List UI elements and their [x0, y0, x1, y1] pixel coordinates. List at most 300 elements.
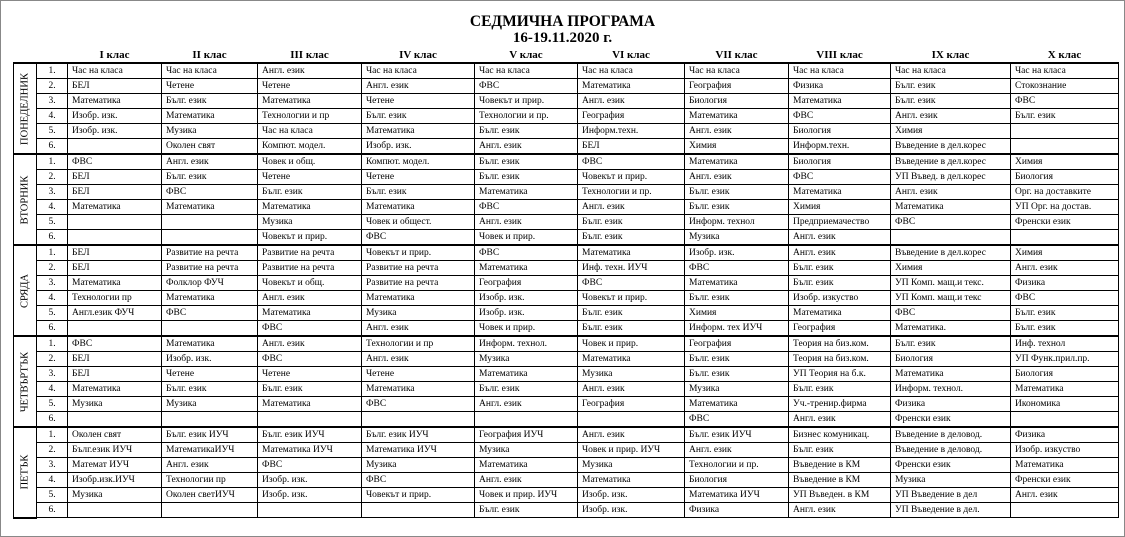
- subject-cell: Математика: [685, 154, 789, 170]
- subject-cell: Човекът и прир.: [475, 94, 578, 109]
- subject-cell: Бълг. език: [789, 261, 891, 276]
- period-number: 5.: [37, 488, 68, 503]
- subject-cell: Математика: [789, 306, 891, 321]
- subject-cell: Четене: [258, 170, 362, 185]
- subject-cell: Математика: [362, 291, 475, 306]
- subject-cell: УП Функ.прил.пр.: [1011, 352, 1119, 367]
- subject-cell: Теория на биз.ком.: [789, 336, 891, 352]
- subject-cell: Околен светИУЧ: [162, 488, 258, 503]
- subject-cell: Англ. език: [891, 109, 1011, 124]
- subject-cell: Компют. модел.: [258, 139, 362, 155]
- subject-cell: Бълг. език: [162, 94, 258, 109]
- subject-cell: Англ. език: [578, 427, 685, 443]
- subject-cell: Физика: [789, 79, 891, 94]
- subject-cell: Човек и прир.: [578, 336, 685, 352]
- table-row: [14, 200, 1119, 215]
- subject-cell: Биология: [685, 94, 789, 109]
- period-number: 6.: [37, 230, 68, 246]
- subject-cell: Музика: [362, 306, 475, 321]
- subject-cell: Математика: [162, 291, 258, 306]
- subject-cell: География: [789, 321, 891, 337]
- subject-cell: Англ. език: [362, 352, 475, 367]
- subject-cell: Математика: [578, 473, 685, 488]
- subject-cell: Бълг. език: [578, 306, 685, 321]
- subject-cell: Математика: [578, 352, 685, 367]
- period-number: 5.: [37, 215, 68, 230]
- subject-cell: Развитие на речта: [362, 276, 475, 291]
- class-header: X клас: [1047, 49, 1082, 61]
- subject-cell: Физика: [685, 503, 789, 518]
- subject-cell: Англ. език: [789, 412, 891, 428]
- subject-cell: Математика: [68, 200, 162, 215]
- table-row: [14, 124, 1119, 139]
- table-row: [14, 473, 1119, 488]
- class-header: I клас: [99, 49, 130, 61]
- table-row: [14, 139, 1119, 155]
- subject-cell: ФВС: [258, 352, 362, 367]
- period-number: 6.: [37, 321, 68, 337]
- subject-cell: Биология: [789, 124, 891, 139]
- subject-cell: УП Комп. мащ.и текс: [891, 291, 1011, 306]
- period-number: 4.: [37, 382, 68, 397]
- subject-cell: Въведение в деловод.: [891, 427, 1011, 443]
- subject-cell: Бълг. език ИУЧ: [162, 427, 258, 443]
- table-row: [14, 458, 1119, 473]
- subject-cell: Изобр. изк.: [68, 109, 162, 124]
- subject-cell: Математика: [578, 79, 685, 94]
- subject-cell: ФВС: [685, 412, 789, 428]
- subject-cell: Англ. език: [685, 124, 789, 139]
- subject-cell: Физика: [1011, 427, 1119, 443]
- subject-cell: Човек и прир. ИУЧ: [578, 443, 685, 458]
- subject-cell: Изобр. изк.: [685, 245, 789, 261]
- subject-cell: [162, 503, 258, 518]
- subject-cell: Въведение в КМ: [789, 458, 891, 473]
- period-number: 2.: [37, 170, 68, 185]
- subject-cell: Развитие на речта: [258, 261, 362, 276]
- subject-cell: Музика: [891, 473, 1011, 488]
- subject-cell: ФВС: [475, 200, 578, 215]
- subject-cell: Бълг. език: [475, 170, 578, 185]
- class-header-row: [14, 49, 1119, 63]
- subject-cell: География: [685, 336, 789, 352]
- subject-cell: Химия: [789, 200, 891, 215]
- subject-cell: Въведение в дел.корес: [891, 245, 1011, 261]
- class-header: II клас: [192, 49, 227, 61]
- day-label: ПЕТЪК: [19, 454, 31, 490]
- subject-cell: Музика: [475, 443, 578, 458]
- period-number: 1.: [37, 154, 68, 170]
- subject-cell: Англ. език: [578, 382, 685, 397]
- subject-cell: Математика: [891, 200, 1011, 215]
- subject-cell: Технологии пр: [68, 291, 162, 306]
- table-row: [14, 109, 1119, 124]
- subject-cell: [68, 230, 162, 246]
- subject-cell: Бълг. език: [475, 382, 578, 397]
- subject-cell: Англ. език: [789, 245, 891, 261]
- subject-cell: Математика: [68, 276, 162, 291]
- subject-cell: Англ. език: [258, 336, 362, 352]
- subject-cell: [162, 230, 258, 246]
- subject-cell: Англ. език: [258, 63, 362, 79]
- subject-cell: Математика: [162, 200, 258, 215]
- subject-cell: Теория на биз.ком.: [789, 352, 891, 367]
- subject-cell: УП Въведение в дел.: [891, 503, 1011, 518]
- subject-cell: ФВС: [475, 79, 578, 94]
- subject-cell: Час на класа: [891, 63, 1011, 79]
- subject-cell: Англ. език: [475, 397, 578, 412]
- day-label-cell: [14, 63, 37, 154]
- class-header: VI клас: [612, 49, 650, 61]
- subject-cell: Час на класа: [685, 63, 789, 79]
- subject-cell: Англ. език: [789, 230, 891, 246]
- subject-cell: Изобр. изк.: [362, 139, 475, 155]
- subject-cell: Човекът и прир.: [258, 230, 362, 246]
- subject-cell: Изобр. изк.: [475, 291, 578, 306]
- subject-cell: Човекът и прир.: [578, 291, 685, 306]
- period-number: 3.: [37, 185, 68, 200]
- day-label: ВТОРНИК: [19, 175, 31, 224]
- subject-cell: Бълг. език: [789, 382, 891, 397]
- subject-cell: Англ. език: [162, 458, 258, 473]
- subject-cell: Час на класа: [362, 63, 475, 79]
- subject-cell: Бълг. език: [362, 185, 475, 200]
- subject-cell: БЕЛ: [68, 261, 162, 276]
- table-row: [14, 336, 1119, 352]
- header-blank: [37, 49, 68, 63]
- subject-cell: [68, 503, 162, 518]
- subject-cell: Изобр.изк.ИУЧ: [68, 473, 162, 488]
- period-number: 5.: [37, 306, 68, 321]
- subject-cell: Математика: [258, 200, 362, 215]
- subject-cell: Математика: [685, 109, 789, 124]
- subject-cell: Бълг. език ИУЧ: [258, 427, 362, 443]
- subject-cell: Физика: [891, 397, 1011, 412]
- subject-cell: Бълг. език: [162, 382, 258, 397]
- subject-cell: Четене: [362, 94, 475, 109]
- subject-cell: Изобр. изк.: [475, 306, 578, 321]
- subject-cell: Бълг. език: [685, 367, 789, 382]
- subject-cell: Математика: [475, 185, 578, 200]
- period-number: 6.: [37, 139, 68, 155]
- subject-cell: УП Въвед. в дел.корес: [891, 170, 1011, 185]
- subject-cell: Бълг. език: [685, 352, 789, 367]
- subject-cell: Математика: [891, 367, 1011, 382]
- subject-cell: Час на класа: [258, 124, 362, 139]
- table-row: [14, 382, 1119, 397]
- table-row: [14, 276, 1119, 291]
- subject-cell: Англ. език: [258, 291, 362, 306]
- subject-cell: Френски език: [891, 458, 1011, 473]
- subject-cell: Математика: [789, 94, 891, 109]
- subject-cell: Развитие на речта: [362, 261, 475, 276]
- subject-cell: Бълг. език: [258, 382, 362, 397]
- subject-cell: Математика: [578, 245, 685, 261]
- subject-cell: Музика: [68, 397, 162, 412]
- subject-cell: Икономика: [1011, 397, 1119, 412]
- table-row: [14, 215, 1119, 230]
- subject-cell: ФВС: [162, 185, 258, 200]
- subject-cell: [362, 503, 475, 518]
- subject-cell: ФВС: [258, 458, 362, 473]
- subject-cell: Англ. език: [362, 321, 475, 337]
- subject-cell: Англ. език: [475, 139, 578, 155]
- subject-cell: Англ. език: [891, 185, 1011, 200]
- subject-cell: География ИУЧ: [475, 427, 578, 443]
- subject-cell: Математика: [362, 382, 475, 397]
- schedule-table: [13, 49, 1119, 519]
- subject-cell: Четене: [258, 367, 362, 382]
- period-number: 6.: [37, 412, 68, 428]
- subject-cell: УП Комп. мащ.и текс.: [891, 276, 1011, 291]
- subject-cell: ФВС: [1011, 94, 1119, 109]
- period-number: 3.: [37, 94, 68, 109]
- subject-cell: [68, 412, 162, 428]
- period-number: 5.: [37, 124, 68, 139]
- subject-cell: Математика: [258, 397, 362, 412]
- subject-cell: Технологии пр: [162, 473, 258, 488]
- subject-cell: Музика: [578, 367, 685, 382]
- subject-cell: [475, 412, 578, 428]
- subject-cell: География: [475, 276, 578, 291]
- day-label: ПОНЕДЕЛНИК: [19, 72, 31, 145]
- subject-cell: Музика: [162, 124, 258, 139]
- subject-cell: [1011, 139, 1119, 155]
- subject-cell: Френски език: [1011, 215, 1119, 230]
- subject-cell: ФВС: [68, 336, 162, 352]
- subject-cell: Стокознание: [1011, 79, 1119, 94]
- subject-cell: Бълг.език ИУЧ: [68, 443, 162, 458]
- subject-cell: Въведение в дел.корес: [891, 139, 1011, 155]
- subject-cell: Музика: [685, 230, 789, 246]
- subject-cell: Математика.: [891, 321, 1011, 337]
- subject-cell: Развитие на речта: [162, 245, 258, 261]
- subject-cell: [1011, 412, 1119, 428]
- subject-cell: Бълг. език: [578, 230, 685, 246]
- subject-cell: Четене: [162, 79, 258, 94]
- period-number: 5.: [37, 397, 68, 412]
- table-row: [14, 352, 1119, 367]
- subject-cell: Инф. технол: [1011, 336, 1119, 352]
- subject-cell: Бълг. език: [475, 154, 578, 170]
- header-blank: [14, 49, 37, 63]
- subject-cell: Математика: [362, 124, 475, 139]
- subject-cell: Въведение в дел.корес: [891, 154, 1011, 170]
- subject-cell: [1011, 230, 1119, 246]
- subject-cell: Информ. тех ИУЧ: [685, 321, 789, 337]
- subject-cell: Технологии и пр.: [578, 185, 685, 200]
- subject-cell: Бълг. език: [475, 124, 578, 139]
- subject-cell: Инф. техн. ИУЧ: [578, 261, 685, 276]
- period-number: 3.: [37, 276, 68, 291]
- subject-cell: [162, 321, 258, 337]
- subject-cell: [162, 412, 258, 428]
- subject-cell: Англ.език ФУЧ: [68, 306, 162, 321]
- subject-cell: Математика: [789, 185, 891, 200]
- table-row: [14, 321, 1119, 337]
- subject-cell: Бълг. език: [1011, 109, 1119, 124]
- subject-cell: География: [578, 109, 685, 124]
- subject-cell: Математика ИУЧ: [362, 443, 475, 458]
- subject-cell: Математ ИУЧ: [68, 458, 162, 473]
- table-row: [14, 503, 1119, 518]
- date-range: 16-19.11.2020 г.: [512, 30, 613, 46]
- subject-cell: УП Орг. на достав.: [1011, 200, 1119, 215]
- period-number: 2.: [37, 79, 68, 94]
- subject-cell: Орг. на доставките: [1011, 185, 1119, 200]
- subject-cell: ФВС: [578, 154, 685, 170]
- page-title: СЕДМИЧНА ПРОГРАМА: [469, 13, 656, 30]
- class-header: IV клас: [399, 49, 437, 61]
- subject-cell: ФВС: [162, 306, 258, 321]
- subject-cell: Англ. език: [362, 79, 475, 94]
- class-header: V клас: [509, 49, 543, 61]
- subject-cell: Изобр. изк.: [162, 352, 258, 367]
- table-row: [14, 63, 1119, 79]
- period-number: 2.: [37, 261, 68, 276]
- subject-cell: Развитие на речта: [258, 245, 362, 261]
- table-row: [14, 397, 1119, 412]
- subject-cell: Час на класа: [789, 63, 891, 79]
- subject-cell: Четене: [362, 367, 475, 382]
- subject-cell: ФВС: [68, 154, 162, 170]
- subject-cell: Човекът и прир.: [362, 245, 475, 261]
- table-row: [14, 245, 1119, 261]
- subject-cell: Музика: [362, 458, 475, 473]
- table-row: [14, 94, 1119, 109]
- subject-cell: ФВС: [891, 215, 1011, 230]
- subject-cell: Информ. технол: [685, 215, 789, 230]
- subject-cell: Бълг. език: [1011, 306, 1119, 321]
- subject-cell: Околен свят: [162, 139, 258, 155]
- subject-cell: Час на класа: [162, 63, 258, 79]
- subject-cell: Бълг. език: [685, 200, 789, 215]
- subject-cell: Бълг. език: [789, 276, 891, 291]
- period-number: 4.: [37, 200, 68, 215]
- period-number: 4.: [37, 291, 68, 306]
- subject-cell: Математика: [362, 200, 475, 215]
- subject-cell: [891, 230, 1011, 246]
- subject-cell: Химия: [685, 306, 789, 321]
- subject-cell: Бълг. език: [475, 503, 578, 518]
- class-header: VII клас: [715, 49, 758, 61]
- subject-cell: Англ. език: [685, 443, 789, 458]
- day-label-cell: [14, 154, 37, 245]
- subject-cell: Човек и общ.: [258, 154, 362, 170]
- subject-cell: [578, 412, 685, 428]
- subject-cell: Информ.техн.: [789, 139, 891, 155]
- table-row: [14, 185, 1119, 200]
- subject-cell: Математика: [475, 458, 578, 473]
- subject-cell: Човек и прир. ИУЧ: [475, 488, 578, 503]
- subject-cell: Музика: [475, 352, 578, 367]
- subject-cell: Четене: [162, 367, 258, 382]
- subject-cell: Околен свят: [68, 427, 162, 443]
- day-label-cell: [14, 427, 37, 518]
- subject-cell: Математика: [68, 382, 162, 397]
- table-row: [14, 291, 1119, 306]
- subject-cell: Музика: [578, 458, 685, 473]
- table-row: [14, 230, 1119, 246]
- subject-cell: Бълг. език: [891, 79, 1011, 94]
- subject-cell: Химия: [1011, 154, 1119, 170]
- subject-cell: Англ. език: [578, 200, 685, 215]
- subject-cell: Човекът и прир.: [362, 488, 475, 503]
- subject-cell: Развитие на речта: [162, 261, 258, 276]
- subject-cell: Музика: [162, 397, 258, 412]
- subject-cell: Технологии и пр: [258, 109, 362, 124]
- subject-cell: Бълг. език ИУЧ: [685, 427, 789, 443]
- subject-cell: Биология: [1011, 367, 1119, 382]
- subject-cell: Изобр. изк.: [578, 488, 685, 503]
- table-row: [14, 443, 1119, 458]
- subject-cell: Час на класа: [1011, 63, 1119, 79]
- subject-cell: Бълг. език: [258, 185, 362, 200]
- subject-cell: Компют. модел.: [362, 154, 475, 170]
- subject-cell: УП Теория на б.к.: [789, 367, 891, 382]
- subject-cell: Математика: [685, 397, 789, 412]
- subject-cell: [362, 412, 475, 428]
- subject-cell: Бълг. език: [891, 336, 1011, 352]
- subject-cell: География: [578, 397, 685, 412]
- subject-cell: ФВС: [258, 321, 362, 337]
- subject-cell: Математика: [685, 276, 789, 291]
- subject-cell: ФВС: [578, 276, 685, 291]
- subject-cell: Биология: [685, 473, 789, 488]
- subject-cell: ФВС: [789, 170, 891, 185]
- subject-cell: Информ. технол.: [891, 382, 1011, 397]
- subject-cell: Математика: [475, 261, 578, 276]
- subject-cell: Англ. език: [162, 154, 258, 170]
- subject-cell: Бълг. език: [578, 215, 685, 230]
- day-label-cell: [14, 245, 37, 336]
- subject-cell: Изобр. изк.: [258, 473, 362, 488]
- subject-cell: Бизнес комуникац.: [789, 427, 891, 443]
- subject-cell: Англ. език: [1011, 261, 1119, 276]
- subject-cell: Въведение в КМ: [789, 473, 891, 488]
- subject-cell: ФВС: [362, 230, 475, 246]
- subject-cell: Музика: [258, 215, 362, 230]
- subject-cell: Англ. език: [1011, 488, 1119, 503]
- subject-cell: Химия: [685, 139, 789, 155]
- subject-cell: Музика: [68, 488, 162, 503]
- subject-cell: [258, 412, 362, 428]
- subject-cell: ФВС: [1011, 291, 1119, 306]
- subject-cell: Четене: [258, 79, 362, 94]
- day-label: ЧЕТВЪРТЪК: [19, 351, 31, 412]
- subject-cell: Англ. език: [475, 215, 578, 230]
- subject-cell: Човек и прир.: [475, 230, 578, 246]
- subject-cell: Технологии и пр: [362, 336, 475, 352]
- subject-cell: Информ. технол.: [475, 336, 578, 352]
- subject-cell: Англ. език: [789, 503, 891, 518]
- class-header: IX клас: [931, 49, 970, 61]
- period-number: 1.: [37, 63, 68, 79]
- subject-cell: Биология: [1011, 170, 1119, 185]
- subject-cell: Технологии и пр.: [685, 458, 789, 473]
- subject-cell: ФВС: [891, 306, 1011, 321]
- subject-cell: Уч.-тренир.фирма: [789, 397, 891, 412]
- subject-cell: Бълг. език: [578, 321, 685, 337]
- subject-cell: БЕЛ: [68, 79, 162, 94]
- subject-cell: Математика: [258, 306, 362, 321]
- table-row: [14, 154, 1119, 170]
- subject-cell: Англ. език: [685, 170, 789, 185]
- period-number: 3.: [37, 458, 68, 473]
- subject-cell: Биология: [891, 352, 1011, 367]
- subject-cell: Математика: [68, 94, 162, 109]
- subject-cell: БЕЛ: [68, 352, 162, 367]
